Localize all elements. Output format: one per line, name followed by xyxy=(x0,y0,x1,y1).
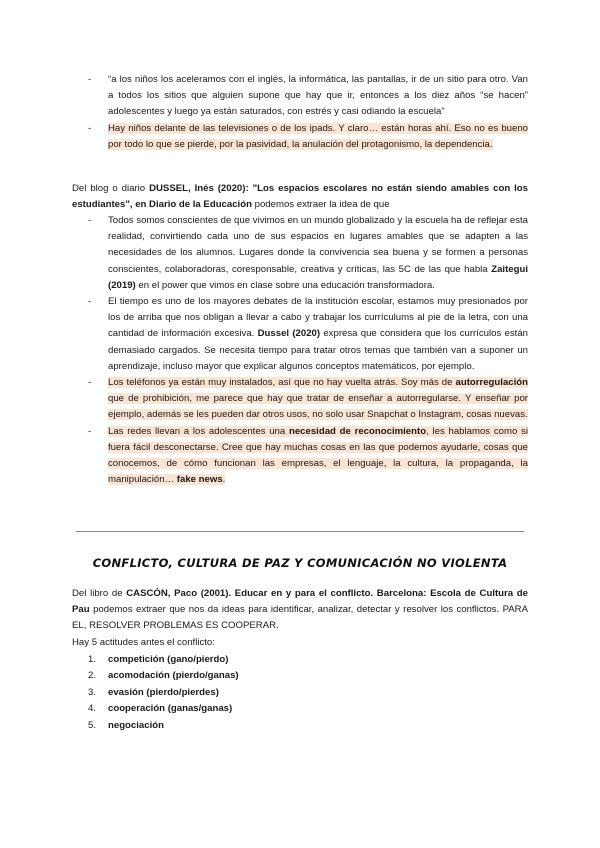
blog-paragraph xyxy=(0,181,600,213)
dash-bullet: - xyxy=(88,425,92,437)
attitudes-intro: Hay 5 actitudes antes el conflicto: xyxy=(72,636,215,648)
idea-list xyxy=(0,213,600,488)
list-number: 4. xyxy=(88,703,97,715)
list-item xyxy=(0,424,600,489)
attitude-text: acomodación (pierdo/ganas) xyxy=(108,670,239,682)
quote-list xyxy=(0,72,600,153)
attitude-text: competición (gano/pierdo) xyxy=(108,654,229,665)
blog-title: : "Los espacios escolares no están siendo amables con los estudiantes", en Diario de la Educación xyxy=(72,183,529,211)
list-item xyxy=(0,72,600,121)
list-item xyxy=(0,701,600,717)
citation: Zaitegui (2019) xyxy=(108,263,528,291)
section-divider xyxy=(76,531,524,532)
list-item xyxy=(0,685,600,701)
attitude-text: cooperación (ganas/ganas) xyxy=(108,703,233,715)
list-item xyxy=(0,668,600,684)
book-paragraph xyxy=(0,586,600,651)
list-number: 5. xyxy=(88,719,97,731)
highlighted-bold: autorregulación xyxy=(455,377,528,389)
list-number: 2. xyxy=(88,670,97,682)
list-item xyxy=(0,375,600,424)
dash-bullet: - xyxy=(88,122,92,134)
attitude-text: negociación xyxy=(108,719,164,731)
attitude-text: evasión (pierdo/pierdes) xyxy=(108,686,219,698)
list-item-text: El tiempo es uno de los mayores debates de la institución escolar, estamos muy presionados por los de arriba que nos obligan a llevar a cabo y trabajar los currículums al pie de la letra, con una cantidad de información excesiva. xyxy=(108,296,528,340)
list-item-text: expresa que considera que los currículos están demasiado cargados. Se necesita tiempo para tratar otros temas que también van a suponer un aprendizaje, incluso mayor que explicar algunos conceptos matemáticos, por ejemplo. xyxy=(108,328,529,372)
citation: Dussel (2020) xyxy=(257,328,321,340)
dash-bullet: - xyxy=(88,74,92,85)
highlighted-text: Los teléfonos ya están muy instalados, así que no hay vuelta atrás. Soy más de xyxy=(108,377,456,389)
book-post: podemos extraer que nos da ideas para identificar, analizar, detectar y resolver los conflictos. PARA EL, RESOLVER PROBLEMAS ES COOPERAR. xyxy=(72,604,528,632)
highlighted-text: . xyxy=(222,474,226,486)
dash-bullet: - xyxy=(88,215,92,226)
dash-bullet: - xyxy=(88,377,92,389)
highlighted-text: que de prohibición, me parece que hay que tratar de enseñar a autorregularse. Y enseñar por ejemplo, además se les pueden dar otros usos, no solo usar Snapchat o Instagram, cosas nuevas. xyxy=(108,393,528,421)
list-item-text: en el power que vimos en clase sobre una educación transformadora. xyxy=(135,279,435,291)
list-item xyxy=(0,121,600,153)
book-pre: Del libro de xyxy=(72,588,127,599)
list-item xyxy=(0,718,600,734)
attitudes-list xyxy=(0,652,600,734)
section-heading: CONFLICTO, CULTURA DE PAZ Y COMUNICACIÓN NO VIOLENTA xyxy=(92,556,508,570)
blog-author: DUSSEL, Inés (2020) xyxy=(149,183,246,194)
highlighted-text: Hay niños delante de las televisiones o de los ipads. Y claro… están horas ahí. Eso no es bueno por todo lo que se pierde, por la pasividad, la anulación del protagonismo, la dependencia. xyxy=(108,122,528,150)
blog-pre: Del blog o diario xyxy=(72,183,150,194)
book-citation: CASCÓN, Paco (2001). Educar en y para el conflicto. Barcelona: Escola de Cultura de Pau xyxy=(72,588,528,616)
list-number: 3. xyxy=(88,686,97,698)
highlighted-text: Las redes llevan a los adolescentes una xyxy=(108,425,289,437)
highlighted-text: , les hablamos como si fuera fácil desconectarse. Cree que hay muchas cosas en las que podemos ayudarle, cosas que conocemos, de cómo funcionan las empresas, el lenguaje, la cultura, la propaganda, la manipulación… xyxy=(108,425,529,486)
dash-bullet: - xyxy=(88,296,92,308)
blog-post: podemos extraer la idea de que xyxy=(251,199,390,211)
list-item-text: “a los niños los aceleramos con el inglés, la informática, las pantallas, ir de un sitio para otro. Van a todos los sitios que alguien supone que hay que ir, entonces a los diez años “se hacen” adolescentes y luego ya están saturados, con estrés y casi odiando la escuela” xyxy=(108,74,528,118)
list-item xyxy=(0,213,600,294)
list-number: 1. xyxy=(88,654,97,665)
list-item-text: Todos somos conscientes de que vivimos en un mundo globalizado y la escuela ha de reflejar esta realidad, convirtiendo cada uno de sus espacios en lugares amables que se adapten a las necesidades de los alumnos. Lugares donde la convivencia sea buena y se formen a personas conscientes, colaboradoras, coresponsable, creativa y críticas, las 5C de las que habla xyxy=(108,215,528,275)
list-item xyxy=(0,652,600,668)
highlighted-bold: necesidad de reconocimiento xyxy=(288,425,427,437)
highlighted-bold: fake news xyxy=(176,474,223,486)
list-item xyxy=(0,294,600,375)
